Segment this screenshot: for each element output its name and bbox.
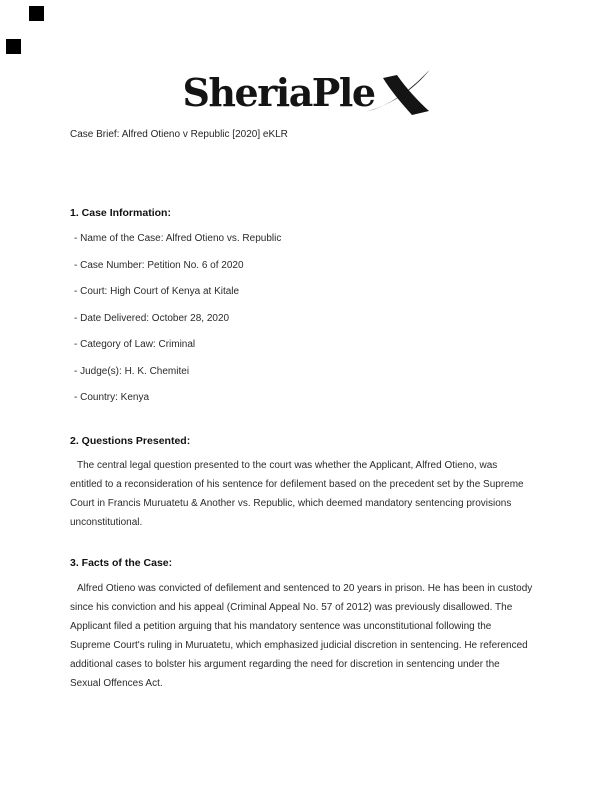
paragraph-line: entitled to a reconsideration of his sentence for defilement based on the precedent set by the Supreme — [70, 479, 524, 490]
case-info-item-court: - Court: High Court of Kenya at Kitale — [74, 286, 240, 297]
case-info-item-date: - Date Delivered: October 28, 2020 — [74, 312, 230, 324]
questions-presented-paragraph — [70, 460, 524, 536]
logo-wordmark: SheriaPle — [182, 70, 375, 115]
case-information-list — [74, 233, 281, 419]
corner-mark-top — [29, 6, 44, 21]
section-heading-questions-presented: 2. Questions Presented: — [70, 435, 191, 447]
logo-x-swoosh-icon — [366, 70, 430, 120]
case-info-item-country: - Country: Kenya — [74, 392, 150, 403]
paragraph-line: since his conviction and his appeal (Criminal Appeal No. 57 of 2012) was previously disallowed. The — [70, 602, 513, 613]
paragraph-line: The central legal question presented to the court was whether the Applicant, Alfred Otieno, was — [77, 460, 498, 471]
facts-of-the-case-paragraph — [70, 583, 532, 697]
paragraph-line: Sexual Offences Act. — [70, 678, 163, 689]
paragraph-line: Applicant filed a petition arguing that his mandatory sentence was unconstitutional following the — [70, 621, 492, 632]
document-title: Case Brief: Alfred Otieno v Republic [2020] eKLR — [70, 129, 288, 140]
section-heading-case-information: 1. Case Information: — [70, 207, 171, 219]
paragraph-line: additional cases to bolster his argument regarding the need for discretion in sentencing under the — [70, 659, 500, 670]
section-heading-facts-of-the-case: 3. Facts of the Case: — [70, 557, 173, 569]
paragraph-line: Court in Francis Muruatetu & Another vs. Republic, which deemed mandatory sentencing provisions — [70, 498, 512, 509]
paragraph-line: Alfred Otieno was convicted of defilement and sentenced to 20 years in prison. He has been in custody — [77, 583, 533, 594]
corner-mark-left — [6, 39, 21, 54]
case-info-item-judges: - Judge(s): H. K. Chemitei — [74, 365, 190, 377]
sheriaplex-logo — [0, 70, 612, 122]
case-info-item-category: - Category of Law: Criminal — [74, 339, 196, 350]
case-info-item-name: - Name of the Case: Alfred Otieno vs. Republic — [74, 233, 282, 244]
case-info-item-case-number: - Case Number: Petition No. 6 of 2020 — [74, 259, 244, 271]
paragraph-line: Supreme Court's ruling in Muruatetu, which emphasized judicial discretion in sentencing. He referenced — [70, 640, 528, 651]
paragraph-line: unconstitutional. — [70, 517, 143, 528]
